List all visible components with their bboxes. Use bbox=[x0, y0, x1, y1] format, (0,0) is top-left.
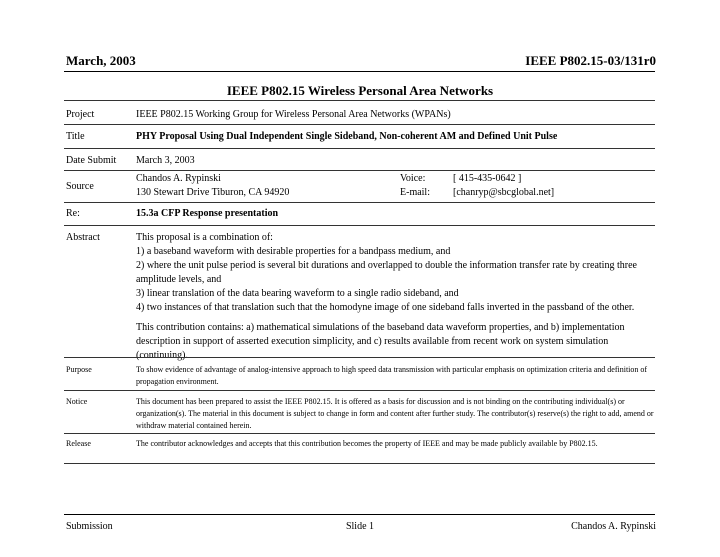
email-label: E-mail: bbox=[400, 187, 430, 198]
project-value: IEEE P802.15 Working Group for Wireless Personal Area Networks (WPANs) bbox=[136, 109, 451, 120]
footer-submission: Submission bbox=[66, 521, 113, 532]
abstract-contribution: This contribution contains: a) mathematical simulations of the baseband data waveform properties, and b) implementation description in support of asserted execution simplicity, and c) results available from recent work on system simulation (continuing). bbox=[136, 322, 625, 361]
release-label: Release bbox=[66, 439, 91, 448]
divider bbox=[64, 433, 655, 434]
divider bbox=[64, 170, 655, 171]
divider bbox=[64, 124, 655, 125]
header-doc-id: IEEE P802.15-03/131r0 bbox=[525, 53, 656, 68]
title-label: Title bbox=[66, 131, 85, 142]
source-name: Chandos A. Rypinski bbox=[136, 173, 221, 184]
divider bbox=[64, 390, 655, 391]
voice-value: [ 415-435-0642 ] bbox=[453, 173, 522, 184]
abstract-item: 4) two instances of that translation such that the homodyne image of one sideband falls inverted in the passband of the other. bbox=[136, 302, 635, 313]
release-value: The contributor acknowledges and accepts that this contribution becomes the property of IEEE and may be made publicly available by P802.15. bbox=[136, 439, 598, 448]
notice-label: Notice bbox=[66, 397, 88, 406]
voice-label: Voice: bbox=[400, 173, 426, 184]
divider bbox=[64, 202, 655, 203]
purpose-label: Purpose bbox=[66, 365, 92, 374]
notice-value: This document has been prepared to assist the IEEE P802.15. It is offered as a basis for discussion and is not binding on the contributing individual(s) or organization(s). The material in this document is subject to change in form and content after further study. The contributor(s) reserve(s) the right to add, amend or withdraw material contained herein. bbox=[136, 397, 654, 430]
re-label: Re: bbox=[66, 208, 80, 219]
divider bbox=[64, 225, 655, 226]
header-date: March, 2003 bbox=[66, 53, 136, 68]
divider bbox=[64, 357, 655, 358]
source-address: 130 Stewart Drive Tiburon, CA 94920 bbox=[136, 187, 290, 198]
footer-slide-number: Slide 1 bbox=[345, 521, 375, 532]
date-submit-value: March 3, 2003 bbox=[136, 155, 195, 166]
title-value: PHY Proposal Using Dual Independent Single Sideband, Non-coherent AM and Defined Unit Pulse bbox=[136, 131, 558, 142]
table-bottom-line bbox=[64, 463, 655, 464]
header-rule bbox=[64, 71, 655, 72]
source-label: Source bbox=[66, 181, 94, 192]
date-submit-label: Date Submit bbox=[66, 155, 117, 166]
divider bbox=[64, 148, 655, 149]
footer-rule bbox=[64, 514, 655, 515]
abstract-item: 2) where the unit pulse period is several bit durations and overlapped to double the information transfer rate by creating three amplitude levels, and bbox=[136, 260, 637, 285]
footer-author: Chandos A. Rypinski bbox=[571, 521, 656, 532]
project-label: Project bbox=[66, 109, 95, 120]
purpose-value: To show evidence of advantage of analog-intensive approach to high speed data transmission with particular emphasis on optimization criteria and definition of propagation environment. bbox=[136, 365, 648, 386]
table-top-line bbox=[64, 100, 655, 101]
re-value: 15.3a CFP Response presentation bbox=[136, 208, 279, 219]
abstract-intro: This proposal is a combination of: bbox=[136, 232, 273, 243]
page-title: IEEE P802.15 Wireless Personal Area Networks bbox=[226, 83, 494, 98]
abstract-item: 1) a baseband waveform with desirable properties for a bandpass medium, and bbox=[136, 246, 451, 257]
abstract-item: 3) linear translation of the data bearing waveform to a single radio sideband, and bbox=[136, 288, 459, 299]
abstract-label: Abstract bbox=[66, 232, 100, 243]
abstract-body bbox=[136, 231, 654, 363]
email-value: [chanryp@sbcglobal.net] bbox=[453, 187, 555, 198]
